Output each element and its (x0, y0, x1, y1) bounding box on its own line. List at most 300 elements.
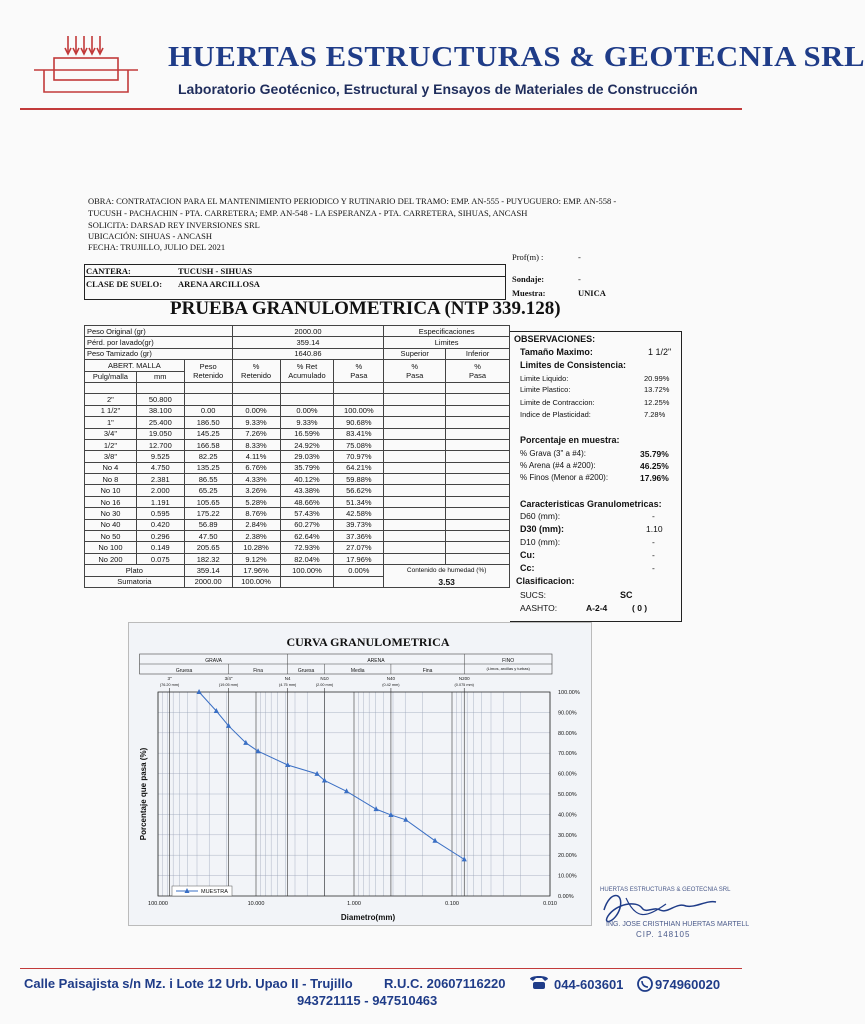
sieve-label: N10 (320, 676, 329, 681)
acum-header-top: % Ret (296, 362, 318, 372)
sieve-pasa: 39.73% (334, 519, 384, 530)
sieve-peso: 65.25 (184, 485, 232, 496)
weight-label: Peso Tamizado (gr) (85, 348, 233, 359)
sieve-ret: 4.33% (232, 474, 280, 485)
muestra-value: UNICA (578, 288, 606, 298)
pasa-header-top: % (355, 362, 363, 372)
sieve-acum: 29.03% (280, 451, 334, 462)
acum-header (280, 360, 334, 383)
weight-value: 2000.00 (232, 326, 384, 337)
sieve-row (85, 405, 510, 416)
sieve-peso: 186.50 (184, 417, 232, 428)
data-point (196, 689, 201, 694)
sieve-mm: 1.191 (136, 496, 184, 507)
cu-label: Cu: (520, 550, 535, 560)
pasa-header (334, 360, 384, 383)
chart-title: CURVA GRANULOMETRICA (286, 635, 450, 649)
sieve-pasa: 70.97% (334, 451, 384, 462)
x-tick-label: 10.000 (247, 901, 265, 907)
sieve-row (85, 531, 510, 542)
lim-title: Limites de Consistencia: (520, 360, 627, 370)
sieve-pulg: No 100 (85, 542, 137, 553)
sieve-peso: 86.55 (184, 474, 232, 485)
sieve-sublabel: (0.075 mm) (454, 683, 474, 687)
footer-phone: 044-603601 (554, 977, 624, 992)
stamp-line-2: ING. JOSE CRISTHIAN HUERTAS MARTELL (606, 921, 750, 928)
plato-pasa: 0.00% (334, 565, 384, 576)
sieve-peso: 135.25 (184, 462, 232, 473)
sieve-pulg: No 40 (85, 519, 137, 530)
sieve-ret: 7.26% (232, 428, 280, 439)
sumatoria-row (85, 576, 510, 587)
d10-label: D10 (mm): (520, 537, 561, 547)
plato-peso: 359.14 (184, 565, 232, 576)
weight-row (85, 337, 510, 348)
y-tick-label: 100.00% (558, 690, 580, 696)
sieve-row (85, 451, 510, 462)
y-tick-label: 90.00% (558, 710, 577, 717)
band-arena-media: Media (350, 668, 365, 674)
test-title: PRUEBA GRANULOMETRICA (NTP 339.128) (170, 298, 561, 319)
y-tick-label: 50.00% (558, 792, 577, 798)
sieve-row (85, 474, 510, 485)
pasa-header-bottom: Pasa (350, 371, 368, 381)
prof-label: Prof(m) : (512, 252, 544, 262)
sieve-mm: 0.420 (136, 519, 184, 530)
sieve-mm: 9.525 (136, 451, 184, 462)
y-tick-label: 0.00% (558, 894, 574, 900)
spec-superior (384, 519, 446, 530)
spacer-cell (280, 382, 334, 393)
sieve-ret: 9.12% (232, 553, 280, 564)
sieve-peso (184, 394, 232, 405)
sieve-table (84, 325, 510, 588)
ll-value: 20.99% (644, 374, 670, 383)
spec-inferior (446, 394, 510, 405)
sieve-row (85, 508, 510, 519)
sieve-row (85, 485, 510, 496)
sieve-ret: 9.33% (232, 417, 280, 428)
sieve-acum: 35.79% (280, 462, 334, 473)
legend-label: MUESTRA (201, 889, 228, 895)
spacer-cell (446, 382, 510, 393)
spacer-cell (136, 382, 184, 393)
header-divider (20, 108, 742, 110)
sieve-acum: 60.27% (280, 519, 334, 530)
band-arena-fina: Fina (422, 668, 433, 674)
sumatoria-empty (334, 576, 384, 587)
cc-label: Cc: (520, 563, 535, 573)
sieve-row (85, 462, 510, 473)
spec-inferior (446, 542, 510, 553)
sieve-pulg: No 200 (85, 553, 137, 564)
sieve-ret: 8.76% (232, 508, 280, 519)
solicita: SOLICITA: DARSAD REY INVERSIONES SRL (88, 220, 260, 230)
ip-value: 7.28% (644, 410, 666, 419)
sieve-peso: 0.00 (184, 405, 232, 416)
sieve-mm: 0.149 (136, 542, 184, 553)
granulometric-chart (128, 622, 598, 928)
sieve-label: N40 (386, 676, 396, 681)
sieve-ret (232, 394, 280, 405)
sieve-peso: 205.65 (184, 542, 232, 553)
sieve-pulg: No 50 (85, 531, 137, 542)
sieve-acum: 57.43% (280, 508, 334, 519)
sieve-row (85, 417, 510, 428)
company-subtitle: Laboratorio Geotécnico, Estructural y Ensayos de Materiales de Construcción (178, 81, 698, 97)
sieve-pasa: 83.41% (334, 428, 384, 439)
obra-line-1: OBRA: CONTRATACION PARA EL MANTENIMIENTO PERIODICO Y RUTINARIO DEL TRAMO: EMP. AN-555 - PUYUGUERO: EMP. AN-558 - (88, 196, 617, 206)
sieve-sublabel: (2.00 mm) (315, 683, 334, 687)
sumatoria-peso: 2000.00 (184, 576, 232, 587)
x-tick-label: 0.010 (543, 901, 557, 907)
band-fino-sub: (Limos, arcillas y turbas) (486, 666, 530, 671)
x-tick-label: 0.100 (445, 901, 459, 907)
footer-divider (20, 968, 742, 969)
sieve-pulg: No 4 (85, 462, 137, 473)
spec-superior (384, 508, 446, 519)
sample-box-divider (84, 276, 506, 277)
spec-superior (384, 394, 446, 405)
series-line (199, 692, 464, 859)
sieve-peso: 56.89 (184, 519, 232, 530)
sup-pasa-top: % (411, 362, 419, 372)
spec-inferior (446, 439, 510, 450)
sieve-pulg: No 10 (85, 485, 137, 496)
sieve-peso: 175.22 (184, 508, 232, 519)
cu-value: - (652, 550, 655, 560)
y-tick-label: 60.00% (558, 771, 577, 778)
band-grava: GRAVA (205, 658, 223, 664)
sieve-pasa: 42.58% (334, 508, 384, 519)
sieve-label: 3" (167, 676, 172, 681)
peso-header-top: Peso (199, 362, 217, 372)
spec-inferior (446, 553, 510, 564)
muestra-label: Muestra: (512, 288, 546, 298)
clase-value: ARENA ARCILLOSA (178, 279, 260, 289)
lc-label: Limite de Contraccion: (520, 398, 595, 407)
sieve-pasa: 75.08% (334, 439, 384, 450)
sieve-pulg: No 30 (85, 508, 137, 519)
acum-header-bottom: Acumulado (288, 371, 326, 381)
sieve-mm: 38.100 (136, 405, 184, 416)
spec-superior (384, 542, 446, 553)
spec-superior (384, 417, 446, 428)
sieve-sublabel: (19.05 mm) (218, 683, 239, 687)
sieve-row (85, 394, 510, 405)
spec-superior (384, 496, 446, 507)
clas-title: Clasificacion: (516, 576, 575, 586)
x-tick-label: 1.000 (347, 901, 361, 907)
footer-whatsapp: 974960020 (655, 977, 721, 992)
whatsapp-icon (636, 975, 654, 993)
lc-value: 12.25% (644, 398, 670, 407)
band-grava-gruesa: Gruesa (175, 668, 193, 674)
tmax-value: 1 1/2" (648, 347, 672, 357)
sieve-ret: 5.28% (232, 496, 280, 507)
company-name: HUERTAS ESTRUCTURAS & GEOTECNIA SRL (168, 42, 865, 73)
humedad-label: Contenido de humedad (%) (384, 565, 510, 576)
arena-value: 46.25% (640, 461, 669, 471)
observaciones-panel (510, 331, 682, 622)
sieve-pasa: 56.62% (334, 485, 384, 496)
finos-value: 17.96% (640, 473, 669, 483)
sieve-ret: 4.11% (232, 451, 280, 462)
plato-acum: 100.00% (280, 565, 334, 576)
aashto-label: AASHTO: (520, 603, 558, 613)
sieve-acum: 0.00% (280, 405, 334, 416)
lp-label: Limite Plastico: (520, 385, 571, 394)
spacer-cell (85, 382, 137, 393)
ip-label: Indice de Plasticidad: (520, 410, 591, 419)
column-header-row (85, 360, 510, 371)
spacer-cell (384, 382, 446, 393)
spec-inferior (446, 428, 510, 439)
footer-mobiles: 943721115 - 947510463 (297, 993, 438, 1008)
sieve-pasa: 51.34% (334, 496, 384, 507)
sieve-label: N200 (458, 676, 470, 681)
sieve-mm: 25.400 (136, 417, 184, 428)
y-tick-label: 80.00% (558, 730, 577, 737)
sieve-row (85, 553, 510, 564)
sieve-acum: 62.64% (280, 531, 334, 542)
sieve-pulg: 2" (85, 394, 137, 405)
sieve-peso: 145.25 (184, 428, 232, 439)
sieve-ret: 2.38% (232, 531, 280, 542)
weight-label: Pérd. por lavado(gr) (85, 337, 233, 348)
arena-label: % Arena (#4 a #200): (520, 461, 596, 470)
sieve-acum: 72.93% (280, 542, 334, 553)
cantera-value: TUCUSH - SIHUAS (178, 266, 253, 276)
pulg-header: Pulg/malla (85, 371, 137, 382)
sieve-acum: 40.12% (280, 474, 334, 485)
footer-address: Calle Paisajista s/n Mz. i Lote 12 Urb. Upao II - Trujillo (24, 976, 353, 991)
peso-header-bottom: Retenido (193, 371, 224, 381)
sieve-ret: 10.28% (232, 542, 280, 553)
spec-superior (384, 531, 446, 542)
sumatoria-ret: 100.00% (232, 576, 280, 587)
d30-value: 1.10 (646, 524, 663, 534)
plato-row (85, 565, 510, 576)
sieve-label: 3/4" (224, 676, 233, 681)
d60-value: - (652, 511, 655, 521)
sieve-mm: 50.800 (136, 394, 184, 405)
aashto-ig: ( 0 ) (632, 603, 648, 613)
obs-title: OBSERVACIONES: (514, 334, 596, 344)
sieve-acum: 16.59% (280, 428, 334, 439)
spec-inferior (446, 451, 510, 462)
sieve-row (85, 542, 510, 553)
plato-ret: 17.96% (232, 565, 280, 576)
sieve-ret: 2.84% (232, 519, 280, 530)
sieve-pasa: 17.96% (334, 553, 384, 564)
sieve-row (85, 496, 510, 507)
sieve-mm: 2.000 (136, 485, 184, 496)
spec-superior (384, 428, 446, 439)
sieve-pulg: 1/2" (85, 439, 137, 450)
sieve-acum (280, 394, 334, 405)
inferior-header: Inferior (446, 348, 510, 359)
humedad-value: 3.53 (384, 576, 510, 587)
data-point (462, 856, 467, 861)
sieve-row (85, 428, 510, 439)
spacer-row (85, 382, 510, 393)
ret-header (232, 360, 280, 383)
prof-value: - (578, 252, 581, 262)
sieve-pasa: 100.00% (334, 405, 384, 416)
band-grava-fina: Fina (253, 668, 263, 674)
sieve-pasa: 90.68% (334, 417, 384, 428)
sieve-mm: 12.700 (136, 439, 184, 450)
sucs-value: SC (620, 590, 633, 600)
spec-inferior (446, 462, 510, 473)
sieve-ret: 6.76% (232, 462, 280, 473)
sieve-peso: 166.58 (184, 439, 232, 450)
footer-ruc: R.U.C. 20607116220 (384, 976, 506, 991)
d30-label: D30 (mm): (520, 524, 565, 534)
peso-header (184, 360, 232, 383)
sieve-pulg: No 16 (85, 496, 137, 507)
d10-value: - (652, 537, 655, 547)
weight-value: 1640.86 (232, 348, 384, 359)
sieve-peso: 182.32 (184, 553, 232, 564)
spec-inferior (446, 519, 510, 530)
grava-value: 35.79% (640, 449, 669, 459)
sondaje-value: - (578, 274, 581, 284)
d60-label: D60 (mm): (520, 511, 561, 521)
spec-inferior (446, 508, 510, 519)
spec-inferior (446, 417, 510, 428)
y-tick-label: 30.00% (558, 832, 577, 839)
sieve-row (85, 439, 510, 450)
sieve-ret: 0.00% (232, 405, 280, 416)
spec-superior (384, 439, 446, 450)
weight-value: 359.14 (232, 337, 384, 348)
spec-superior (384, 405, 446, 416)
weight-label: Peso Original (gr) (85, 326, 233, 337)
sieve-pulg: No 8 (85, 474, 137, 485)
sieve-pasa (334, 394, 384, 405)
sieve-mm: 0.075 (136, 553, 184, 564)
weight-row (85, 348, 510, 359)
spacer-cell (184, 382, 232, 393)
y-tick-label: 70.00% (558, 751, 577, 758)
spec-superior (384, 462, 446, 473)
sieve-sublabel: (76.20 mm) (159, 683, 180, 687)
superior-header: Superior (384, 348, 446, 359)
data-point (432, 838, 437, 843)
sieve-pulg: 3/8" (85, 451, 137, 462)
sieve-mm: 19.050 (136, 428, 184, 439)
spacer-cell (232, 382, 280, 393)
clase-label: CLASE DE SUELO: (86, 279, 163, 289)
sup-pasa-header (384, 360, 446, 383)
sieve-ret: 8.33% (232, 439, 280, 450)
sieve-mm: 2.381 (136, 474, 184, 485)
sieve-mm: 4.750 (136, 462, 184, 473)
spec-superior (384, 451, 446, 462)
spec-superior (384, 553, 446, 564)
stamp-line-3: CIP. 148105 (636, 930, 691, 939)
spec-superior (384, 485, 446, 496)
y-tick-label: 20.00% (558, 853, 577, 860)
spec-superior (384, 474, 446, 485)
limites-header: Limites (384, 337, 510, 348)
sieve-label: N4 (284, 676, 291, 681)
band-arena: ARENA (367, 658, 385, 664)
sieve-pulg: 1 1/2" (85, 405, 137, 416)
sumatoria-label: Sumatoria (85, 576, 185, 587)
sieve-mm: 0.296 (136, 531, 184, 542)
lp-value: 13.72% (644, 385, 670, 394)
inf-pasa-bottom: Pasa (469, 371, 487, 381)
plato-label: Plato (85, 565, 185, 576)
obra-line-2: TUCUSH - PACHACHIN - PTA. CARRETERA; EMP. AN-548 - LA ESPERANZA - PTA. CARRETERA, SIHUAS, ANCASH (88, 208, 528, 218)
y-tick-label: 10.00% (558, 873, 577, 880)
inf-pasa-top: % (474, 362, 481, 372)
ret-header-top: % (252, 362, 260, 372)
fecha: FECHA: TRUJILLO, JULIO DEL 2021 (88, 242, 226, 252)
band-fino: FINO (502, 658, 515, 664)
sieve-acum: 82.04% (280, 553, 334, 564)
x-axis-label: Diametro(mm) (340, 913, 396, 922)
sieve-peso: 105.65 (184, 496, 232, 507)
sieve-sublabel: (0.42 mm) (382, 683, 400, 687)
aashto-value: A-2-4 (586, 603, 608, 613)
sieve-pulg: 1" (85, 417, 137, 428)
spec-inferior (446, 485, 510, 496)
spec-inferior (446, 496, 510, 507)
sieve-pulg: 3/4" (85, 428, 137, 439)
sup-pasa-bottom: Pasa (406, 371, 424, 381)
ubicacion: UBICACIÓN: SIHUAS - ANCASH (88, 231, 212, 241)
sumatoria-empty (280, 576, 334, 587)
cantera-label: CANTERA: (86, 266, 131, 276)
sieve-pasa: 27.07% (334, 542, 384, 553)
sieve-acum: 48.66% (280, 496, 334, 507)
sieve-acum: 9.33% (280, 417, 334, 428)
weight-row (85, 326, 510, 337)
sieve-mm: 0.595 (136, 508, 184, 519)
sieve-sublabel: (4.75 mm) (279, 683, 297, 687)
ll-label: Limite Liquido: (520, 374, 569, 383)
sucs-label: SUCS: (520, 590, 546, 600)
pct-title: Porcentaje en muestra: (520, 435, 620, 445)
mm-header: mm (136, 371, 184, 382)
spec-inferior (446, 405, 510, 416)
tmax-label: Tamaño Maximo: (520, 347, 593, 357)
sieve-acum: 24.92% (280, 439, 334, 450)
ret-header-bottom: Retenido (241, 371, 272, 381)
sieve-row (85, 519, 510, 530)
abert-header: ABERT. MALLA (85, 360, 185, 371)
phone-icon (528, 973, 550, 991)
spec-inferior (446, 474, 510, 485)
spec-inferior (446, 531, 510, 542)
sieve-peso: 47.50 (184, 531, 232, 542)
x-tick-label: 100.000 (148, 901, 168, 907)
inf-pasa-header (446, 360, 510, 383)
car-title: Caracteristicas Granulometricas: (520, 499, 662, 509)
sondaje-label: Sondaje: (512, 274, 545, 284)
especificaciones-header: Especificaciones (384, 326, 510, 337)
sieve-ret: 3.26% (232, 485, 280, 496)
sieve-pasa: 37.36% (334, 531, 384, 542)
sieve-acum: 43.38% (280, 485, 334, 496)
y-axis-label: Porcentaje que pasa (%) (139, 747, 148, 841)
sieve-peso: 82.25 (184, 451, 232, 462)
data-point (373, 806, 378, 811)
